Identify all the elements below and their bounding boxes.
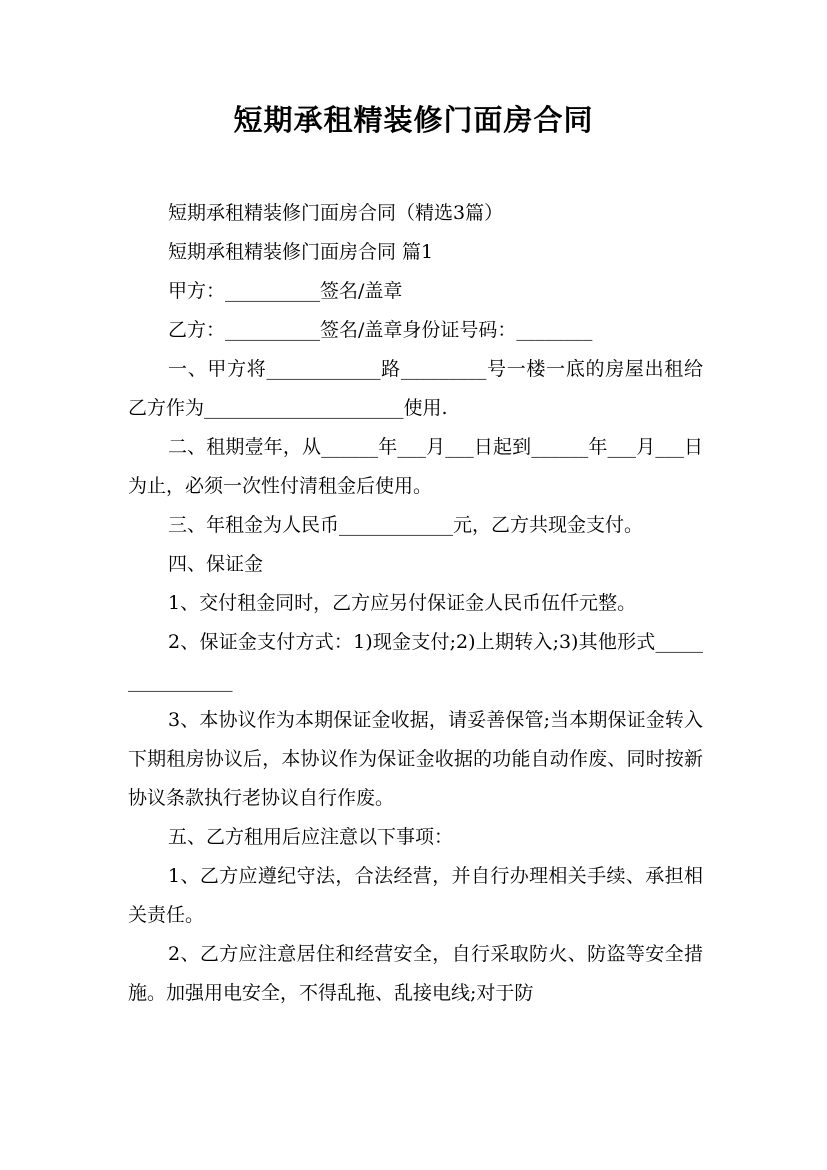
paragraph-clause-3: 三、年租金为人民币____________元，乙方共现金支付。 <box>168 514 644 536</box>
paragraph-clause-4-heading: 四、保证金 <box>168 553 264 575</box>
paragraph-clause-5-heading: 五、乙方租用后应注意以下事项： <box>168 826 454 848</box>
paragraph-section-heading: 短期承租精装修门面房合同 篇1 <box>168 241 434 263</box>
paragraph-clause-2: 二、租期壹年，从______年___月___日起到______年___月___日为止，必须一次性付清租金后使用。 <box>128 436 703 497</box>
document-body <box>128 194 703 1013</box>
paragraph-notice-2: 2、乙方应注意居住和经营安全，自行采取防火、防盗等安全措施。加强用电安全，不得乱拖、乱接电线;对于防 <box>128 943 703 1004</box>
paragraph-deposit-1: 1、交付租金同时，乙方应另付保证金人民币伍仟元整。 <box>168 592 637 614</box>
paragraph-clause-1: 一、甲方将____________路_________号一楼一底的房屋出租给乙方作为_____________________使用. <box>128 358 703 419</box>
paragraph-party-b: 乙方：__________签名/盖章身份证号码：________ <box>168 319 593 341</box>
document-title: 短期承租精装修门面房合同 <box>233 103 594 137</box>
paragraph-party-a: 甲方：__________签名/盖章 <box>168 280 403 302</box>
paragraph-deposit-3: 3、本协议作为本期保证金收据，请妥善保管;当本期保证金转入下期租房协议后，本协议作为保证金收据的功能自动作废、同时按新协议条款执行老协议自行作废。 <box>128 709 703 809</box>
paragraph-subtitle: 短期承租精装修门面房合同（精选3篇） <box>168 202 504 224</box>
paragraph-deposit-2: 2、保证金支付方式：1)现金支付;2)上期转入;3)其他形式________________ <box>128 631 703 692</box>
paragraph-notice-1: 1、乙方应遵纪守法，合法经营，并自行办理相关手续、承担相关责任。 <box>128 865 703 926</box>
